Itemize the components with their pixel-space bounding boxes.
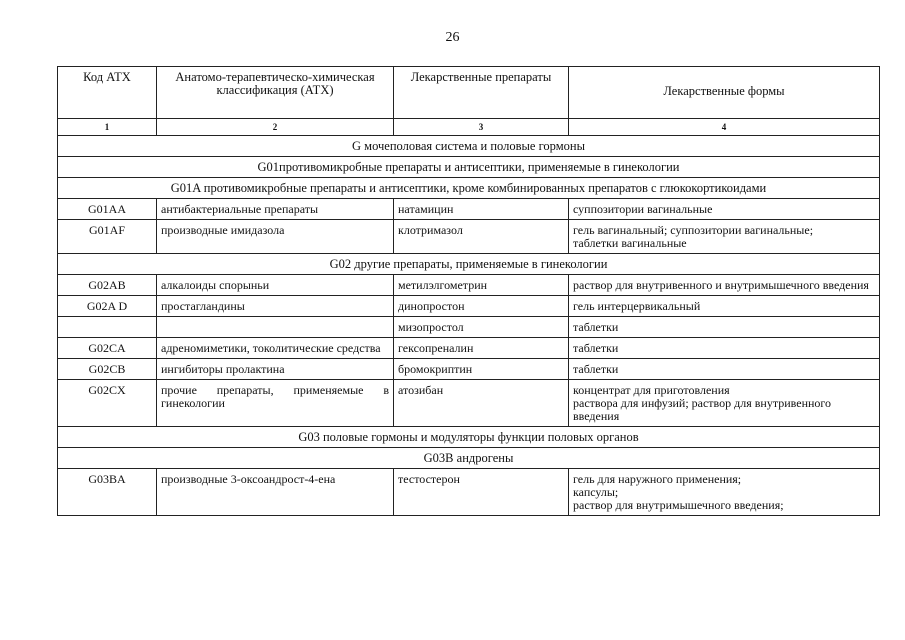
atc-class: производные имидазола (157, 220, 394, 254)
atc-code: G01AA (58, 199, 157, 220)
drug-name: натамицин (394, 199, 569, 220)
table-row (58, 296, 880, 317)
drug-name: атозибан (394, 380, 569, 427)
drug-name: мизопростол (394, 317, 569, 338)
atc-class: антибактериальные препараты (157, 199, 394, 220)
group-g01a: G01A противомикробные препараты и антисептики, кроме комбинированных препаратов с глюкокортикоидами (58, 178, 880, 199)
group-row (58, 136, 880, 157)
table-row (58, 275, 880, 296)
drug-name: метилэлгометрин (394, 275, 569, 296)
group-g: G мочеполовая система и половые гормоны (58, 136, 880, 157)
header-forms: Лекарственные формы (569, 67, 880, 119)
table-row (58, 199, 880, 220)
drug-name: динопростон (394, 296, 569, 317)
column-number: 1 (58, 119, 157, 136)
group-g03b: G03B андрогены (58, 448, 880, 469)
atc-code: G03BA (58, 469, 157, 516)
group-g02: G02 другие препараты, применяемые в гинекологии (58, 254, 880, 275)
table-row (58, 359, 880, 380)
drug-name: гексопреналин (394, 338, 569, 359)
atc-class: прочие препараты, применяемые в гинекологии (157, 380, 394, 427)
group-row (58, 448, 880, 469)
atc-code: G02CB (58, 359, 157, 380)
column-number: 2 (157, 119, 394, 136)
atc-code: G02CX (58, 380, 157, 427)
atc-code: G01AF (58, 220, 157, 254)
table-row (58, 338, 880, 359)
dosage-form (569, 220, 880, 254)
drug-name: клотримазол (394, 220, 569, 254)
dosage-form (569, 469, 880, 516)
dosage-form: гель интерцервикальный (569, 296, 880, 317)
table-header-row (58, 67, 880, 119)
dosage-form-line: концентрат для приготовления (573, 383, 730, 397)
column-number: 4 (569, 119, 880, 136)
table-row (58, 380, 880, 427)
group-row (58, 178, 880, 199)
header-drugs: Лекарственные препараты (394, 67, 569, 119)
dosage-form: раствор для внутривенного и внутримышечного введения (569, 275, 880, 296)
dosage-form-line: капсулы; (573, 485, 619, 499)
column-number: 3 (394, 119, 569, 136)
table-row (58, 469, 880, 516)
table-row (58, 220, 880, 254)
group-g03: G03 половые гормоны и модуляторы функции половых органов (58, 427, 880, 448)
dosage-form-line: раствор для внутримышечного введения; (573, 498, 784, 512)
atc-class: простагландины (157, 296, 394, 317)
dosage-form: таблетки (569, 338, 880, 359)
drug-name: бромокриптин (394, 359, 569, 380)
atc-class: адреномиметики, токолитические средства (157, 338, 394, 359)
atc-class: ингибиторы пролактина (157, 359, 394, 380)
atc-class (157, 317, 394, 338)
group-row (58, 157, 880, 178)
dosage-form-line: раствора для инфузий; раствор для внутривенного введения (573, 396, 832, 423)
page-number: 26 (445, 30, 460, 45)
group-g01: G01противомикробные препараты и антисептики, применяемые в гинекологии (58, 157, 880, 178)
drug-name: тестостерон (394, 469, 569, 516)
dosage-form (569, 380, 880, 427)
atc-code (58, 317, 157, 338)
header-code: Код АТХ (58, 67, 157, 119)
dosage-form: таблетки (569, 359, 880, 380)
dosage-form-line: таблетки вагинальные (573, 236, 687, 250)
dosage-form-line: гель вагинальный; суппозитории вагинальные; (573, 223, 814, 237)
column-number-row (58, 119, 880, 136)
dosage-form: суппозитории вагинальные (569, 199, 880, 220)
group-row (58, 254, 880, 275)
atc-code: G02CA (58, 338, 157, 359)
atc-class: производные 3-оксоандрост-4-ена (157, 469, 394, 516)
header-classification: Анатомо-терапевтическо-химическая классификация (АТХ) (157, 67, 394, 119)
table-row (58, 317, 880, 338)
dosage-form: таблетки (569, 317, 880, 338)
group-row (58, 427, 880, 448)
atc-table (57, 66, 880, 516)
dosage-form-line: гель для наружного применения; (573, 472, 742, 486)
atc-code: G02AB (58, 275, 157, 296)
atc-class: алкалоиды спорыньи (157, 275, 394, 296)
atc-code: G02A D (58, 296, 157, 317)
